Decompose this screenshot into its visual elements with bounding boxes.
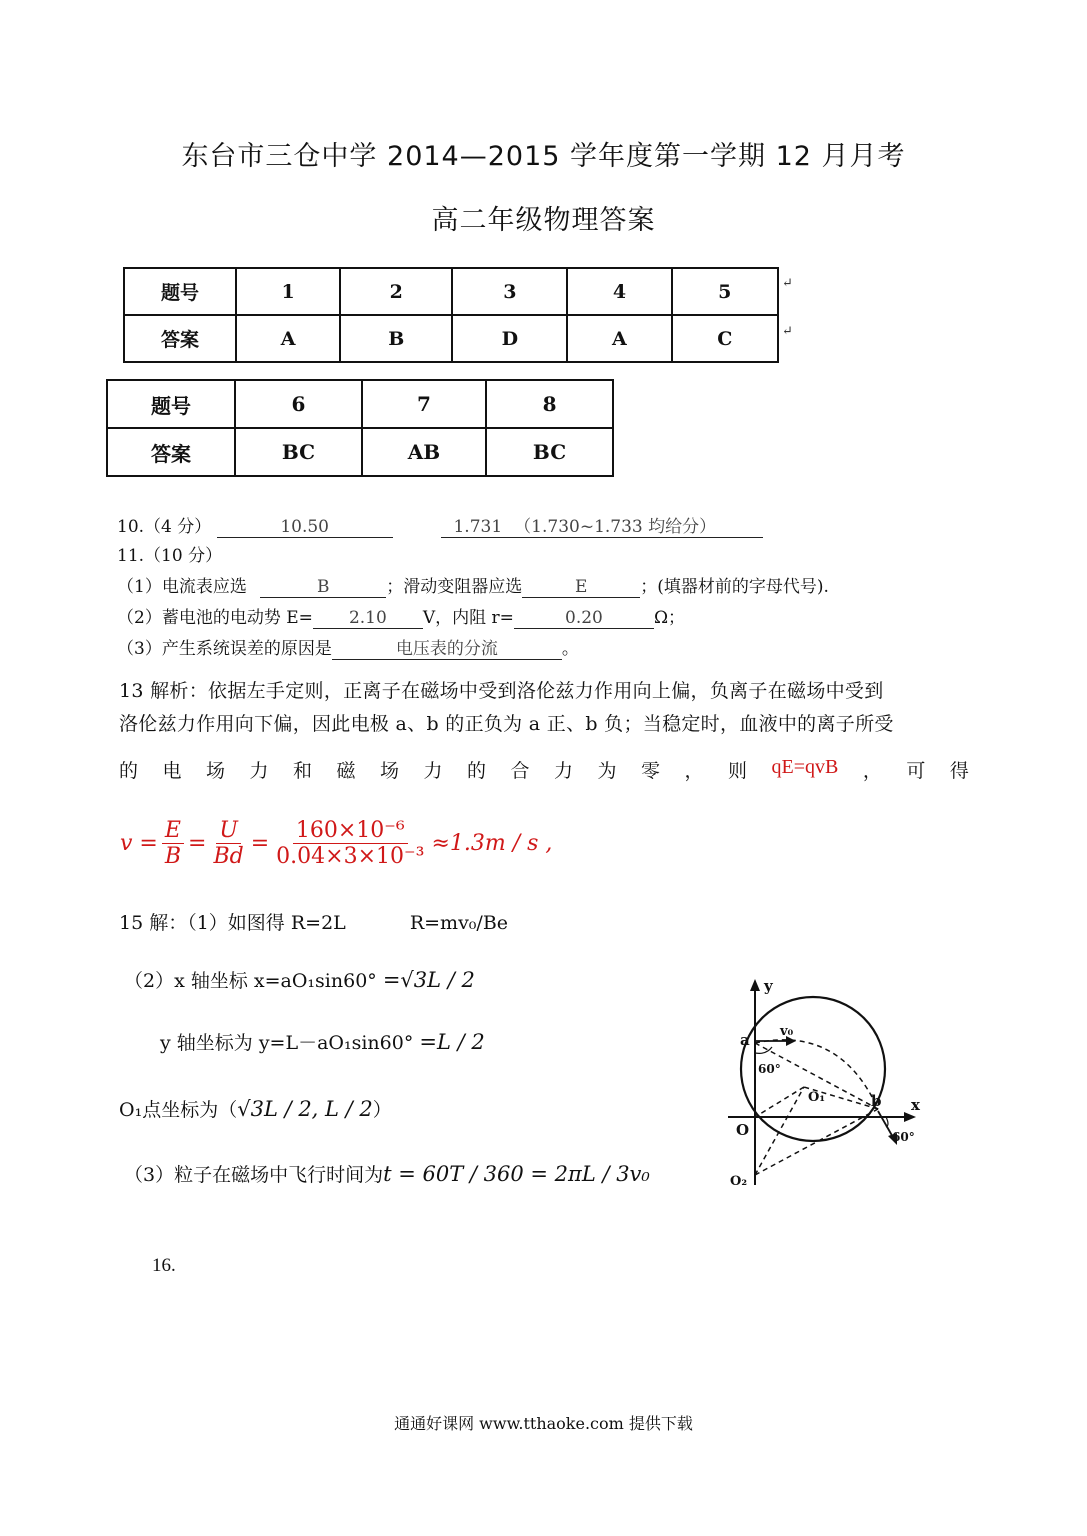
formula-result: ≈1.3m / s , bbox=[431, 831, 553, 857]
table-cell: D bbox=[452, 315, 567, 362]
angle-label-b: 60° bbox=[892, 1130, 915, 1144]
q15-line-2-b: =√3L / 2 bbox=[382, 968, 475, 992]
table-cell: B bbox=[340, 315, 452, 362]
q15-line-1 bbox=[119, 908, 508, 935]
q11-p1-text-a: （1）电流表应选 bbox=[117, 577, 247, 597]
table-cell: 7 bbox=[362, 380, 486, 428]
fraction-denominator: 0.04×3×10⁻³ bbox=[276, 844, 425, 870]
q15-line-3 bbox=[160, 1028, 485, 1055]
x-axis-label: x bbox=[911, 1096, 920, 1114]
table-cell: 8 bbox=[486, 380, 613, 428]
q11-label: 11.（10 分） bbox=[117, 546, 223, 566]
q15-line-3-b: =L / 2 bbox=[419, 1030, 485, 1054]
q11-part-2 bbox=[117, 603, 685, 629]
o1-label: O₁ bbox=[808, 1090, 826, 1105]
q13-char: 合 bbox=[510, 760, 530, 782]
page-footer: 通通好课网 www.tthaoke.com 提供下载 bbox=[394, 1414, 693, 1433]
answer-table-2 bbox=[106, 379, 614, 477]
q15-line-1-b: R=mv₀/Be bbox=[409, 912, 509, 934]
paragraph-mark: ↵ bbox=[782, 324, 793, 339]
q15-line-1-a: 15 解：（1）如图得 R=2L bbox=[119, 912, 346, 934]
q10-note: （1.730~1.733 均给分） bbox=[514, 517, 717, 537]
page-title: 东台市三仓中学 2014—2015 学年度第一学期 12 月月考 bbox=[181, 141, 906, 172]
fraction-u-over-bd bbox=[210, 818, 246, 870]
page-subtitle: 高二年级物理答案 bbox=[431, 205, 656, 236]
q13-char: 力 bbox=[554, 760, 574, 782]
table-cell: AB bbox=[362, 428, 486, 476]
q13-char: 得 bbox=[949, 760, 969, 782]
answer-table-1 bbox=[123, 267, 779, 363]
table-cell: BC bbox=[235, 428, 362, 476]
point-a-label: a bbox=[740, 1031, 750, 1049]
q13-char: 则 bbox=[728, 760, 748, 782]
q11-p3-text-b: 。 bbox=[561, 639, 579, 659]
angle-label-a: 60° bbox=[758, 1062, 781, 1076]
table-cell: 1 bbox=[236, 268, 340, 315]
q13-char: 的 bbox=[467, 760, 487, 782]
q11-p1-answer-2: E bbox=[522, 577, 640, 598]
v0-label: v₀ bbox=[780, 1024, 794, 1039]
fraction-e-over-b bbox=[162, 818, 184, 870]
q10-answer-2-blank bbox=[441, 512, 763, 538]
table-row bbox=[107, 428, 613, 476]
q11-part-1 bbox=[117, 572, 829, 598]
q16-label: 16. bbox=[152, 1255, 176, 1276]
o2-label: O₂ bbox=[730, 1174, 748, 1189]
q15-line-4 bbox=[119, 1095, 392, 1122]
q15-line-3-a: y 轴坐标为 y=L－aO₁sin60° bbox=[160, 1032, 414, 1054]
table-cell: A bbox=[567, 315, 671, 362]
formula-v: v = bbox=[120, 831, 158, 857]
q13-line-3 bbox=[119, 756, 969, 783]
q11-p3-text-a: （3）产生系统误差的原因是 bbox=[117, 639, 332, 659]
origin-label: O bbox=[736, 1121, 750, 1139]
table-cell: C bbox=[672, 315, 779, 362]
q10-answer-1: 10.50 bbox=[217, 517, 393, 538]
fraction-numerator: E bbox=[162, 818, 184, 844]
paragraph-mark: ↵ bbox=[782, 276, 793, 291]
q15-line-5 bbox=[124, 1160, 650, 1187]
q13-char: 力 bbox=[423, 760, 443, 782]
table-cell: 答案 bbox=[124, 315, 236, 362]
q10-answer-2: 1.731 bbox=[453, 517, 503, 537]
table-cell: BC bbox=[486, 428, 613, 476]
table-row bbox=[107, 380, 613, 428]
q13-char: ， bbox=[684, 760, 704, 782]
table-cell: 题号 bbox=[124, 268, 236, 315]
q13-char: 零 bbox=[641, 760, 661, 782]
q13-char: 和 bbox=[293, 760, 313, 782]
magnetic-field-diagram bbox=[700, 975, 940, 1200]
q15-line-2-a: （2）x 轴坐标 x=aO₁sin60° bbox=[124, 970, 377, 992]
q13-char: 的 bbox=[119, 760, 139, 782]
q15-line-4-c: ） bbox=[372, 1099, 392, 1121]
q11-p1-text-b: ；滑动变阻器应选 bbox=[386, 577, 523, 597]
fraction-denominator: B bbox=[164, 844, 182, 870]
q11-p1-answer-1: B bbox=[260, 577, 386, 598]
q11-p2-text-c: Ω； bbox=[653, 608, 686, 628]
q13-char: 可 bbox=[906, 760, 926, 782]
q10-line bbox=[117, 512, 763, 538]
fraction-numerator: U bbox=[216, 818, 241, 844]
q11-p2-text-b: V，内阻 r= bbox=[422, 608, 514, 628]
q15-line-2 bbox=[124, 966, 475, 993]
y-axis-label: y bbox=[764, 977, 773, 995]
q11-p2-answer-1: 2.10 bbox=[313, 608, 423, 629]
table-cell: 3 bbox=[452, 268, 567, 315]
table-cell: 答案 bbox=[107, 428, 235, 476]
q13-line-1: 13 解析：依据左手定则，正离子在磁场中受到洛伦兹力作用向上偏，负离子在磁场中受到 bbox=[119, 680, 884, 702]
table-cell: 题号 bbox=[107, 380, 235, 428]
q13-equation: qE=qvB bbox=[771, 756, 839, 778]
q13-char: 场 bbox=[206, 760, 226, 782]
table-cell: A bbox=[236, 315, 340, 362]
q11-part-3 bbox=[117, 634, 579, 660]
q10-label: 10.（4 分） bbox=[117, 517, 212, 537]
table-row bbox=[124, 315, 778, 362]
q13-char: 场 bbox=[380, 760, 400, 782]
dashed-line bbox=[755, 1087, 804, 1117]
y-axis-arrow bbox=[750, 979, 760, 991]
q11-p2-text-a: （2）蓄电池的电动势 E= bbox=[117, 608, 313, 628]
q13-char: ， bbox=[862, 760, 882, 782]
table-cell: 5 bbox=[672, 268, 779, 315]
q15-line-4-a: O₁点坐标为（ bbox=[119, 1099, 238, 1121]
point-b-label: b bbox=[871, 1092, 882, 1110]
table-cell: 6 bbox=[235, 380, 362, 428]
table-cell: 2 bbox=[340, 268, 452, 315]
fraction-numerator: 160×10⁻⁶ bbox=[293, 818, 408, 844]
q15-line-5-a: （3）粒子在磁场中飞行时间为 bbox=[124, 1164, 384, 1186]
q13-char: 为 bbox=[597, 760, 617, 782]
q13-char: 磁 bbox=[336, 760, 356, 782]
q13-char: 电 bbox=[162, 760, 182, 782]
table-cell: 4 bbox=[567, 268, 671, 315]
q13-char: 力 bbox=[249, 760, 269, 782]
q11-p3-answer: 电压表的分流 bbox=[332, 634, 562, 660]
q11-p1-text-c: ；(填器材前的字母代号). bbox=[640, 577, 829, 597]
velocity-formula: v = $\frac{E}{B}$ = $\frac{U}{Bd}$ = $\frac{\text{160×10⁻⁶}}{\text{0.04×3×10⁻³}}$ ≈1.3m / s , bbox=[120, 818, 553, 870]
q15-line-5-b: t = 60T / 360 = 2πL / 3v₀ bbox=[383, 1162, 650, 1186]
q11-p2-answer-2: 0.20 bbox=[514, 608, 654, 629]
q13-line-2: 洛伦兹力作用向下偏，因此电极 a、b 的正负为 a 正、b 负；当稳定时，血液中的离子所受 bbox=[119, 713, 894, 735]
fraction-numeric bbox=[273, 818, 427, 870]
fraction-denominator: Bd bbox=[213, 844, 244, 870]
q15-line-4-b: √3L / 2, L / 2 bbox=[237, 1097, 373, 1121]
table-row bbox=[124, 268, 778, 315]
